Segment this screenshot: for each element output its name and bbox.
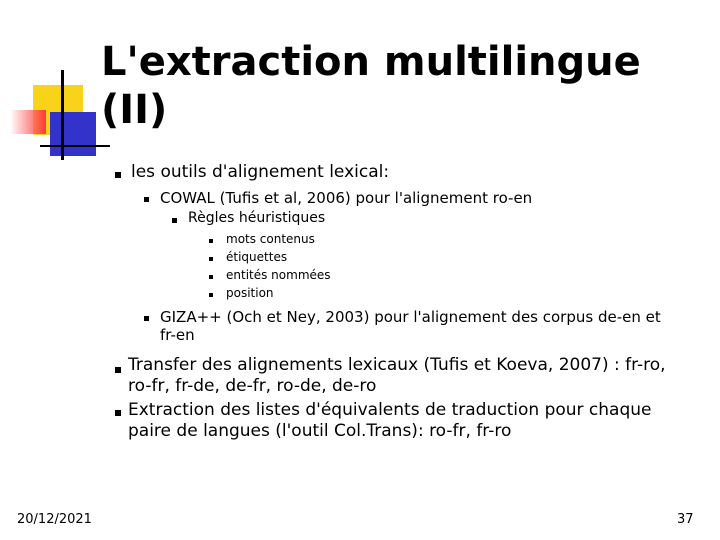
- page-number: 37: [677, 512, 694, 527]
- bullet-text: [128, 400, 652, 442]
- bullet-text-line: Extraction des listes d'équivalents de traduction pour chaque: [128, 400, 652, 420]
- bullet-icon: [115, 172, 121, 178]
- bullet-icon: [209, 293, 213, 297]
- bullet-text: Règles héuristiques: [188, 210, 326, 226]
- bullet-text-line: paire de langues (l'outil Col.Trans): ro-fr, fr-ro: [128, 421, 512, 441]
- bullet-icon: [144, 197, 149, 202]
- bullet-text: [160, 308, 661, 344]
- bullet-icon: [115, 410, 121, 416]
- bullet-icon: [209, 275, 213, 279]
- bullet-icon: [209, 239, 213, 243]
- decorative-horizontal-line: [40, 145, 110, 147]
- bullet-text: COWAL (Tufis et al, 2006) pour l'alignement ro-en: [160, 189, 533, 207]
- bullet-icon: [115, 367, 121, 373]
- bullet-text: entités nommées: [226, 268, 331, 282]
- bullet-text-line: fr-en: [160, 326, 195, 344]
- bullet-text: mots contenus: [226, 232, 315, 246]
- bullet-text: étiquettes: [226, 250, 288, 264]
- slide-title-line2: (II): [101, 87, 168, 133]
- bullet-text: [128, 355, 666, 397]
- decorative-blue-square: [50, 112, 96, 156]
- footer-date: 20/12/2021: [17, 512, 92, 527]
- bullet-text-line: Transfer des alignements lexicaux (Tufis et Koeva, 2007) : fr-ro,: [128, 355, 666, 375]
- bullet-text: position: [226, 286, 274, 300]
- bullet-icon: [144, 316, 149, 321]
- slide-title: [101, 38, 681, 134]
- bullet-text: les outils d'alignement lexical:: [131, 162, 390, 182]
- slide-title-line1: L'extraction multilingue: [101, 39, 641, 85]
- decorative-red-bar: [10, 110, 46, 134]
- bullet-text-line: GIZA++ (Och et Ney, 2003) pour l'alignement des corpus de-en et: [160, 308, 661, 326]
- bullet-text-line: ro-fr, fr-de, de-fr, ro-de, de-ro: [128, 376, 377, 396]
- bullet-icon: [172, 218, 177, 223]
- bullet-icon: [209, 257, 213, 261]
